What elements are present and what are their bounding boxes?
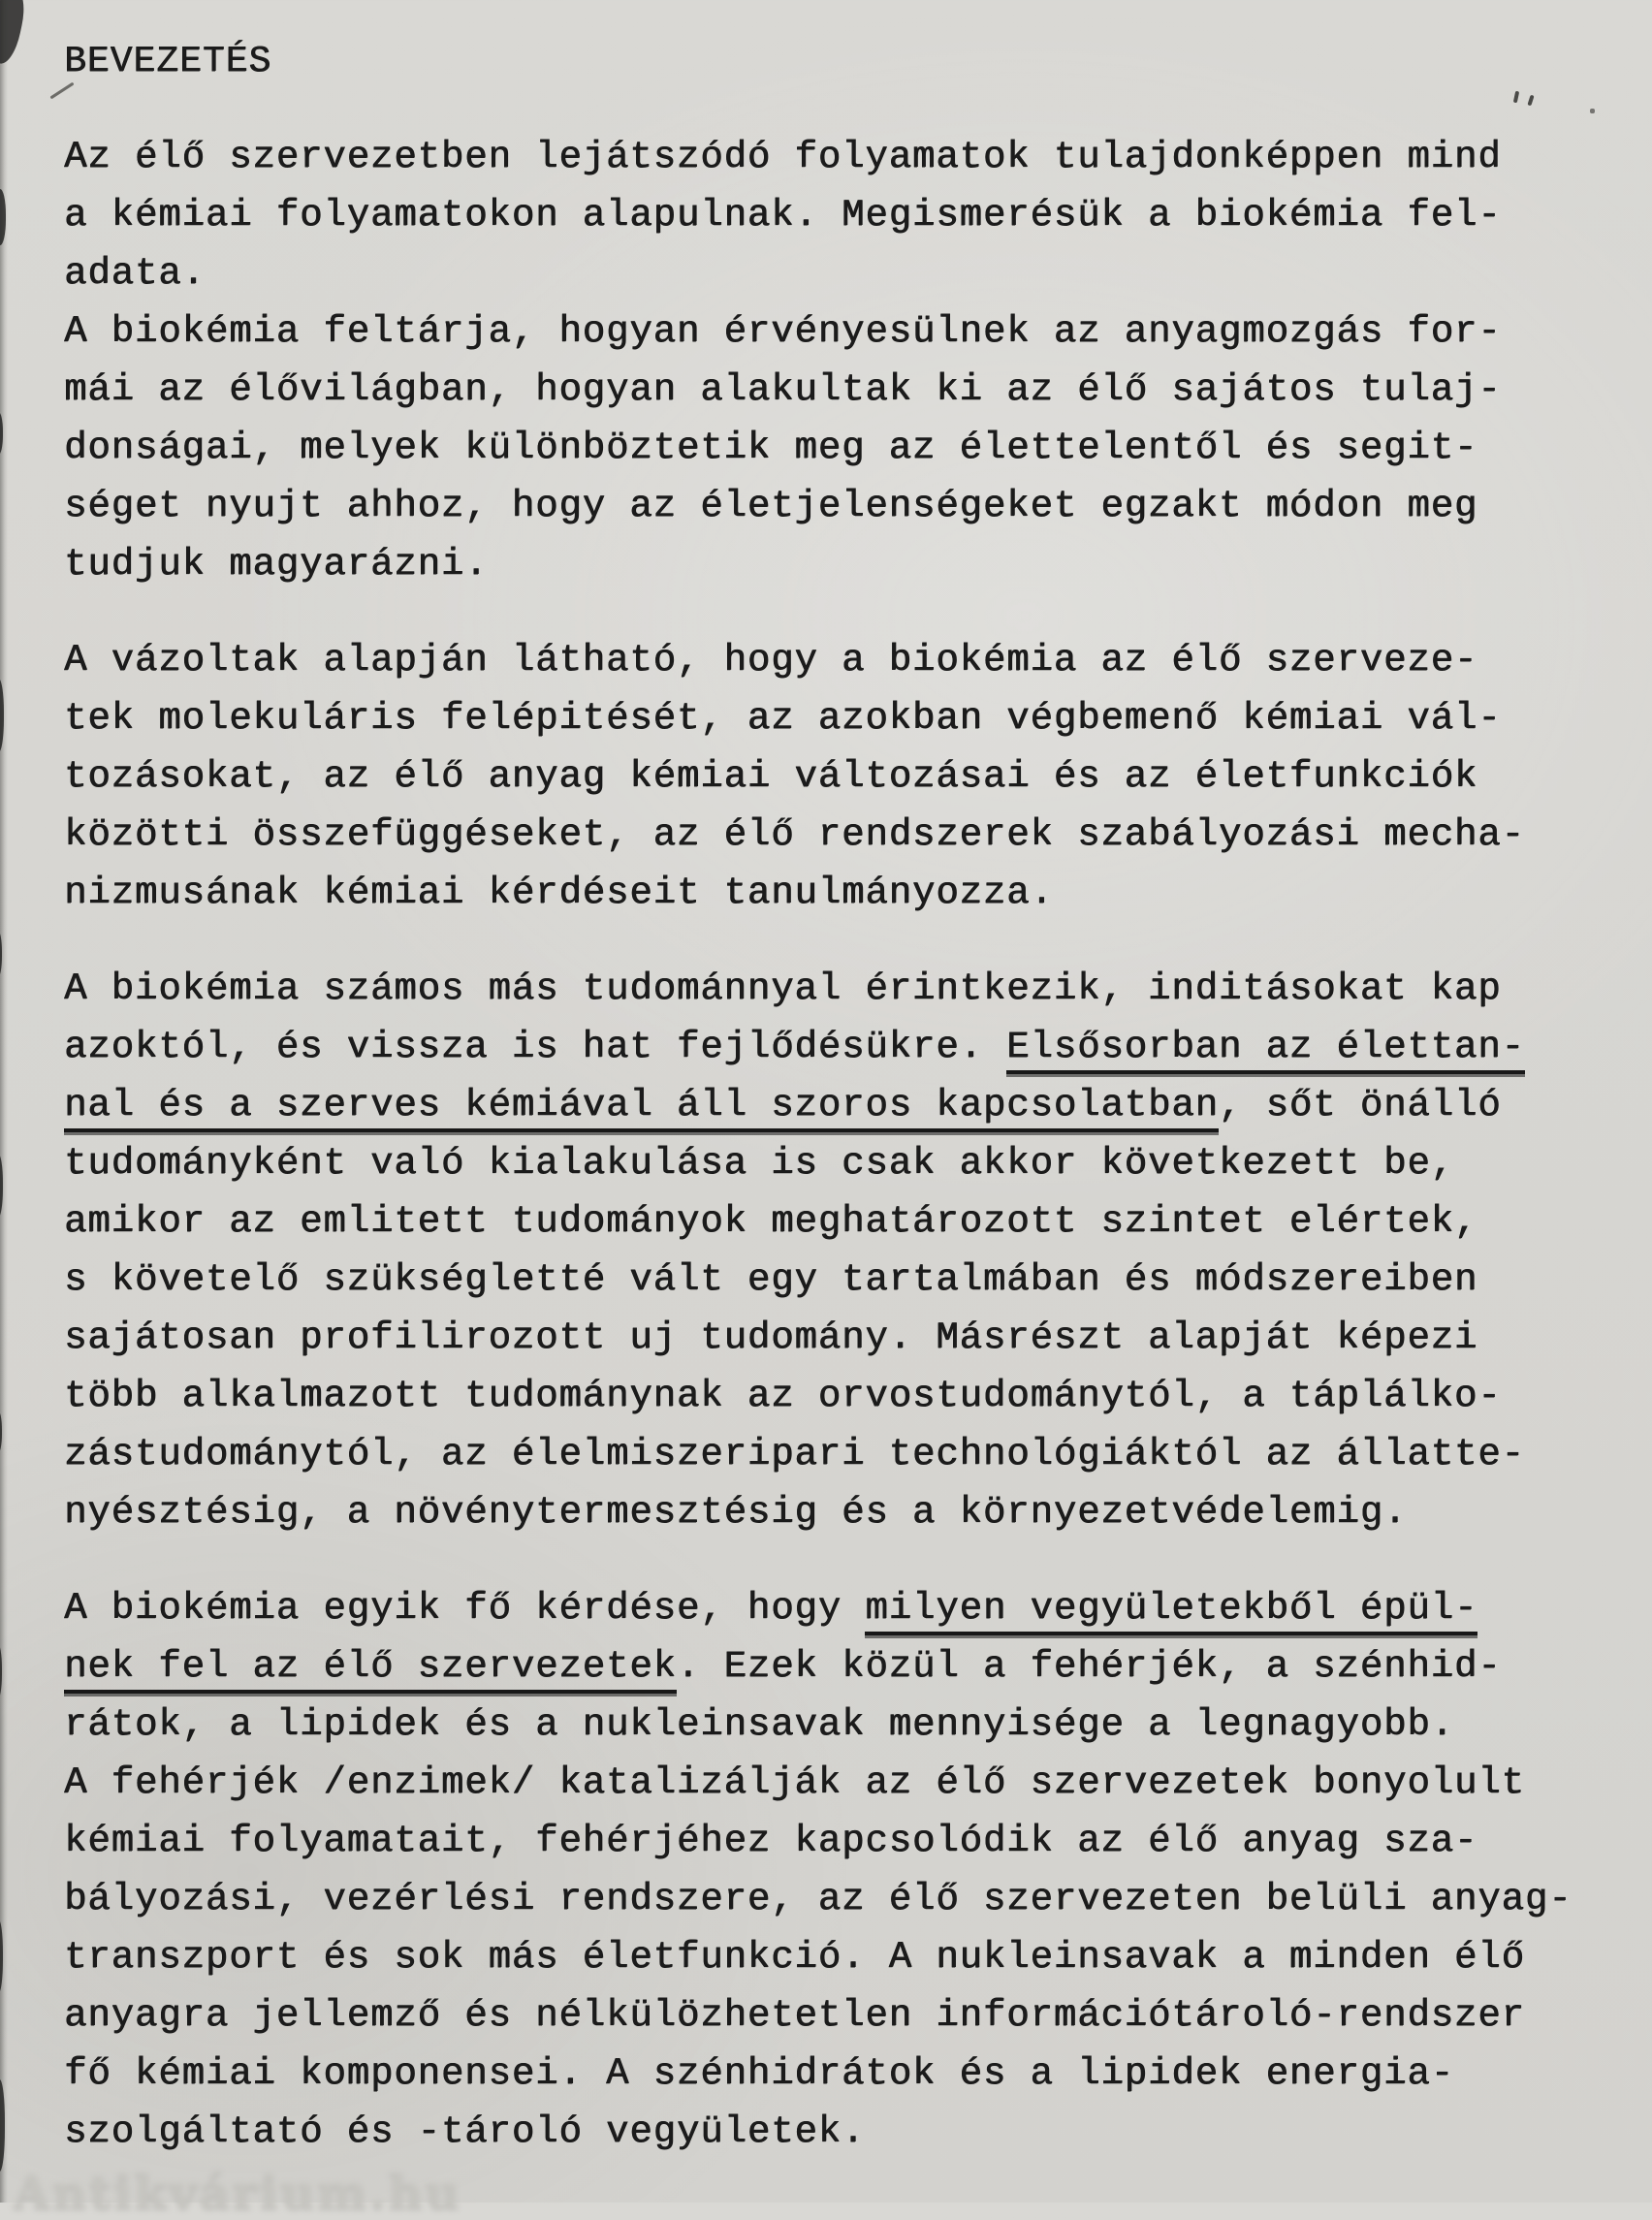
underlined-text: nal és a szerves kémiával áll szoros kapcsolatban: [64, 1084, 1219, 1132]
text-line: szolgáltató és -tároló vegyületek.: [64, 2110, 866, 2153]
text-line: tudjuk magyarázni.: [64, 543, 489, 586]
text-line: amikor az emlitett tudományok meghatározott szintet elértek,: [64, 1200, 1478, 1243]
page-title: BEVEZETÉS: [64, 41, 272, 82]
text-line: adata.: [64, 252, 206, 295]
text-segment: . Ezek közül a fehérjék, a szénhid-: [676, 1645, 1502, 1688]
text-line: kémiai folyamatait, fehérjéhez kapcsolódik az élő anyag sza-: [64, 1820, 1478, 1862]
text-segment: azoktól, és vissza is hat fejlődésükre.: [64, 1026, 1007, 1068]
document-body: [64, 128, 1623, 2161]
text-line: nyésztésig, a növénytermesztésig és a környezetvédelemig.: [64, 1491, 1408, 1534]
paragraph-block: [64, 128, 1623, 593]
underlined-text: Elsősorban az élettan-: [1006, 1026, 1525, 1074]
text-line: mái az élővilágban, hogyan alakultak ki az élő sajátos tulaj-: [64, 368, 1502, 411]
text-line: [64, 1579, 1623, 1637]
text-line: A biokémia feltárja, hogyan érvényesülnek az anyagmozgás for-: [64, 310, 1502, 353]
text-line: a kémiai folyamatokon alapulnak. Megismerésük a biokémia fel-: [64, 194, 1502, 237]
text-line: anyagra jellemző és nélkülözhetetlen információtároló-rendszer: [64, 1994, 1525, 2037]
antikvarium-watermark: Antikvárium.hu: [14, 2166, 462, 2220]
text-line: séget nyujt ahhoz, hogy az életjelenségeket egzakt módon meg: [64, 485, 1478, 527]
text-line: [64, 1018, 1623, 1076]
text-line: rátok, a lipidek és a nukleinsavak mennyisége a legnagyobb.: [64, 1703, 1454, 1746]
text-line: transzport és sok más életfunkció. A nukleinsavak a minden élő: [64, 1936, 1525, 1979]
paragraph-block: [64, 631, 1623, 922]
text-line: több alkalmazott tudománynak az orvostudománytól, a táplálko-: [64, 1375, 1502, 1417]
text-line: A vázoltak alapján látható, hogy a biokémia az élő szerveze-: [64, 639, 1478, 682]
text-line: nizmusának kémiai kérdéseit tanulmányozza.: [64, 872, 1054, 914]
text-line: A biokémia számos más tudománnyal érintkezik, inditásokat kap: [64, 967, 1502, 1010]
text-line: [64, 1637, 1623, 1696]
text-line: zástudománytól, az élelmiszeripari technológiáktól az állatte-: [64, 1433, 1525, 1475]
text-line: s követelő szükségletté vált egy tartalmában és módszereiben: [64, 1258, 1478, 1301]
paragraph-block: [64, 960, 1623, 1541]
text-segment: , sőt önálló: [1218, 1084, 1502, 1126]
text-line: tozásokat, az élő anyag kémiai változásai és az életfunkciók: [64, 755, 1478, 798]
underlined-text: nek fel az élő szervezetek: [64, 1645, 677, 1694]
text-line: bályozási, vezérlési rendszere, az élő szervezeten belüli anyag-: [64, 1878, 1573, 1920]
text-line: A fehérjék /enzimek/ katalizálják az élő szervezetek bonyolult: [64, 1761, 1525, 1804]
text-line: közötti összefüggéseket, az élő rendszerek szabályozási mecha-: [64, 813, 1525, 856]
text-line: fő kémiai komponensei. A szénhidrátok és a lipidek energia-: [64, 2052, 1454, 2095]
text-line: donságai, melyek különböztetik meg az élettelentől és segit-: [64, 427, 1478, 469]
text-segment: A biokémia egyik fő kérdése, hogy: [64, 1587, 866, 1630]
text-line: tudományként való kialakulása is csak akkor következett be,: [64, 1142, 1454, 1185]
text-line: tek molekuláris felépitését, az azokban végbemenő kémiai vál-: [64, 697, 1502, 740]
text-line: Az élő szervezetben lejátszódó folyamatok tulajdonképpen mind: [64, 136, 1502, 178]
paragraph-block: [64, 1579, 1623, 2161]
text-line: sajátosan profilirozott uj tudomány. Másrészt alapját képezi: [64, 1316, 1478, 1359]
underlined-text: milyen vegyületekből épül-: [865, 1587, 1477, 1635]
text-line: [64, 1076, 1623, 1134]
